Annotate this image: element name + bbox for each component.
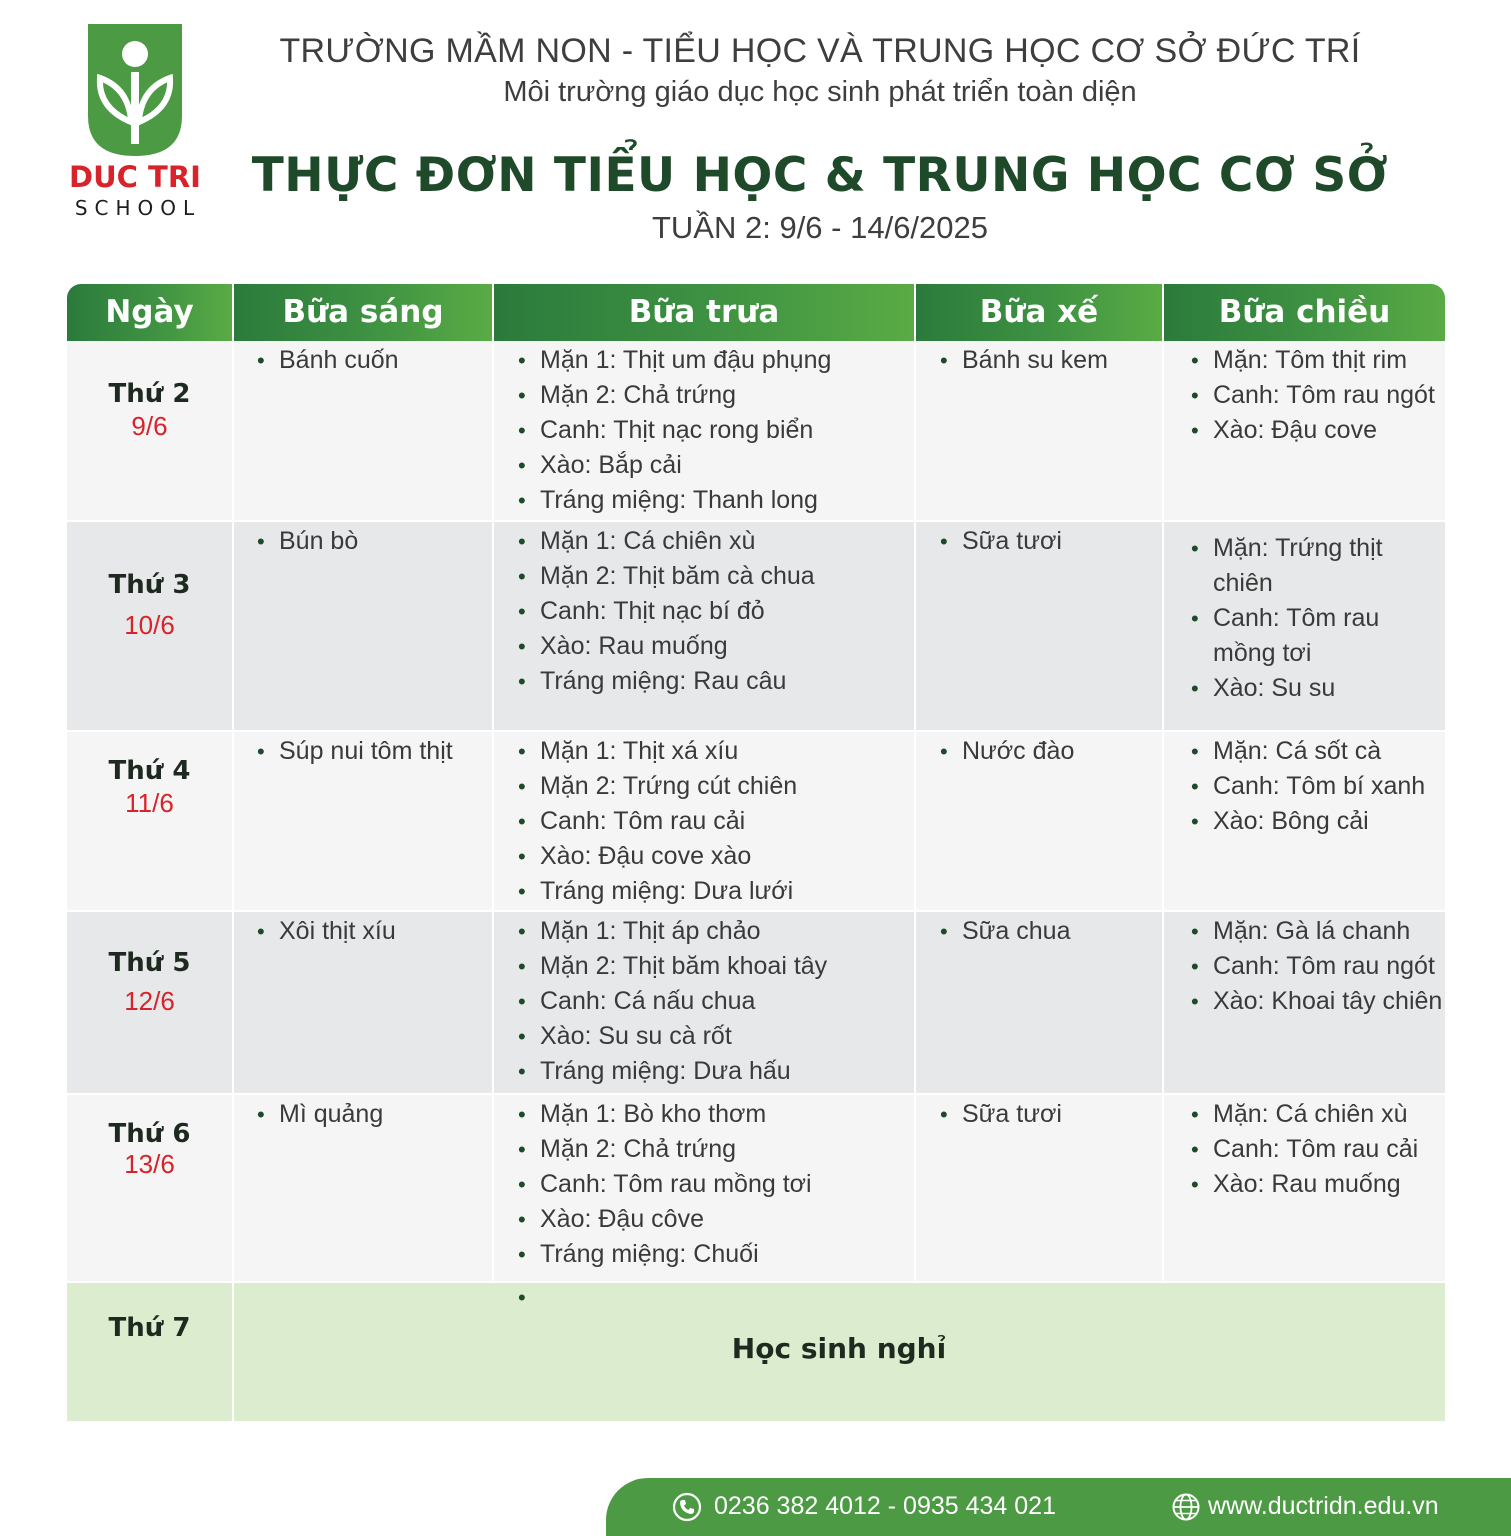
list-item: • Canh: Tôm rau ngót [1191,378,1446,413]
list-item: • Tráng miệng: Chuối [518,1237,913,1272]
header-lunch: Bữa trưa [494,284,914,341]
list-item: • Tráng miệng: Dưa lưới [518,874,913,909]
day-cell [67,1095,232,1281]
breakfast-list [257,1097,487,1132]
dinner-list [1191,531,1446,706]
list-item: • Canh: Tôm rau mồng tơi [1191,601,1446,671]
list-item: • Mì quảng [257,1097,487,1132]
page-title: THỰC ĐƠN TIỂU HỌC & TRUNG HỌC CƠ SỞ [251,148,1389,203]
list-item: • Xào: Su su cà rốt [518,1019,913,1054]
dinner-list [1191,914,1446,1019]
dinner-list [1191,1097,1446,1202]
phone-icon [672,1492,702,1522]
snack-cell [916,522,1162,730]
logo-shield-icon [88,24,182,156]
list-item: • Mặn: Gà lá chanh [1191,914,1446,949]
lunch-cell [494,522,914,730]
list-item: • Xào: Bắp cải [518,448,913,483]
list-item: • Mặn: Trứng thịt chiên [1191,531,1446,601]
lunch-list [518,734,913,909]
list-item: • Mặn: Tôm thịt rim [1191,343,1446,378]
list-item: • Sữa chua [940,914,1155,949]
snack-list [940,734,1155,769]
week-range: TUẦN 2: 9/6 - 14/6/2025 [651,210,989,245]
day-name: Thứ 2 [108,379,191,409]
contact-footer [606,1478,1511,1536]
day-cell [67,1283,232,1421]
list-item: • Súp nui tôm thịt [257,734,487,769]
snack-list [940,914,1155,949]
snack-cell [916,341,1162,520]
list-item: • Xào: Rau muống [1191,1167,1446,1202]
breakfast-cell [234,912,492,1093]
lunch-list [518,914,913,1089]
day-name: Thứ 5 [108,948,191,978]
dinner-list [1191,343,1446,448]
header-day: Ngày [67,284,232,341]
snack-list [940,524,1155,559]
lunch-cell [494,912,914,1093]
table-row [67,341,1445,520]
breakfast-list [257,343,487,378]
list-item: • Sữa tươi [940,524,1155,559]
day-name: Thứ 3 [108,570,191,600]
list-item: • Canh: Cá nấu chua [518,984,913,1019]
breakfast-cell [234,522,492,730]
list-item: • Canh: Tôm rau ngót [1191,949,1446,984]
saturday-note-cell [234,1283,1445,1421]
lunch-list [518,1097,913,1272]
list-item: • Mặn 1: Thịt xá xíu [518,734,913,769]
day-cell [67,912,232,1093]
list-item: • Xào: Khoai tây chiên [1191,984,1446,1019]
bullet-marker: • [518,1285,526,1310]
website-link[interactable]: www.ductridn.edu.vn [1208,1492,1439,1520]
phone-numbers[interactable]: 0236 382 4012 - 0935 434 021 [714,1492,1056,1520]
dinner-cell [1164,341,1445,520]
table-row [67,912,1445,1093]
list-item: • Xào: Đậu côve [518,1202,913,1237]
logo-name: DUC TRI [69,160,201,194]
list-item: • Mặn 1: Cá chiên xù [518,524,913,559]
list-item: • Canh: Tôm rau mồng tơi [518,1167,913,1202]
day-name: Thứ 7 [108,1313,191,1343]
list-item: • Nước đào [940,734,1155,769]
school-name: TRƯỜNG MẦM NON - TIỂU HỌC VÀ TRUNG HỌC CƠ SỞ ĐỨC TRÍ [279,32,1361,70]
list-item: • Sữa tươi [940,1097,1155,1132]
list-item: • Mặn 1: Thịt áp chảo [518,914,913,949]
day-date: 11/6 [125,788,174,818]
list-item: • Tráng miệng: Thanh long [518,483,913,518]
globe-icon [1171,1492,1201,1522]
list-item: • Tráng miệng: Dưa hấu [518,1054,913,1089]
snack-list [940,1097,1155,1132]
day-date: 13/6 [124,1149,175,1179]
list-item: • Mặn 2: Thịt băm khoai tây [518,949,913,984]
dinner-cell [1164,1095,1445,1281]
dinner-cell [1164,522,1445,730]
table-row [67,1095,1445,1281]
list-item: • Mặn 1: Bò kho thơm [518,1097,913,1132]
lunch-list [518,524,913,699]
table-header [67,284,1445,341]
school-logo [60,24,210,220]
list-item: • Canh: Tôm rau cải [1191,1132,1446,1167]
dinner-cell [1164,732,1445,910]
list-item: • Tráng miệng: Rau câu [518,664,913,699]
snack-cell [916,1095,1162,1281]
list-item: • Mặn 2: Thịt băm cà chua [518,559,913,594]
table-row [67,522,1445,730]
list-item: • Mặn: Cá chiên xù [1191,1097,1446,1132]
school-slogan: Môi trường giáo dục học sinh phát triển toàn diện [503,76,1137,108]
list-item: • Mặn 1: Thịt um đậu phụng [518,343,913,378]
list-item: • Xào: Đậu cove [1191,413,1446,448]
list-item: • Xào: Rau muống [518,629,913,664]
list-item: • Xôi thịt xíu [257,914,487,949]
breakfast-list [257,914,487,949]
table-row-saturday [67,1283,1445,1421]
day-name: Thứ 4 [108,756,191,786]
list-item: • Xào: Đậu cove xào [518,839,913,874]
day-cell [67,732,232,910]
list-item: • Canh: Tôm bí xanh [1191,769,1446,804]
day-date: 12/6 [124,986,175,1016]
list-item: • Xào: Su su [1191,671,1446,706]
header-breakfast: Bữa sáng [234,284,492,341]
list-item: • Mặn 2: Chả trứng [518,378,913,413]
day-date: 9/6 [131,411,168,441]
day-cell [67,341,232,520]
saturday-note: Học sinh nghỉ [731,1332,947,1365]
header-dinner: Bữa chiều [1164,284,1445,341]
lunch-cell [494,341,914,520]
table-row [67,732,1445,910]
header-snack: Bữa xế [916,284,1162,341]
list-item: • Mặn 2: Chả trứng [518,1132,913,1167]
list-item: • Mặn: Cá sốt cà [1191,734,1446,769]
breakfast-cell [234,1095,492,1281]
day-name: Thứ 6 [108,1119,191,1149]
breakfast-cell [234,341,492,520]
list-item: • Bánh su kem [940,343,1155,378]
list-item: • Canh: Tôm rau cải [518,804,913,839]
list-item: • Bánh cuốn [257,343,487,378]
dinner-cell [1164,912,1445,1093]
day-date: 10/6 [124,610,175,640]
snack-cell [916,732,1162,910]
list-item: • Canh: Thịt nạc bí đỏ [518,594,913,629]
day-cell [67,522,232,730]
list-item: • Bún bò [257,524,487,559]
list-item: • Canh: Thịt nạc rong biển [518,413,913,448]
breakfast-list [257,524,487,559]
list-item: • Xào: Bông cải [1191,804,1446,839]
breakfast-cell [234,732,492,910]
lunch-cell [494,732,914,910]
snack-list [940,343,1155,378]
snack-cell [916,912,1162,1093]
list-item: • Mặn 2: Trứng cút chiên [518,769,913,804]
logo-subtitle: SCHOOL [74,196,202,220]
dinner-list [1191,734,1446,839]
lunch-cell [494,1095,914,1281]
lunch-list [518,343,913,518]
breakfast-list [257,734,487,769]
